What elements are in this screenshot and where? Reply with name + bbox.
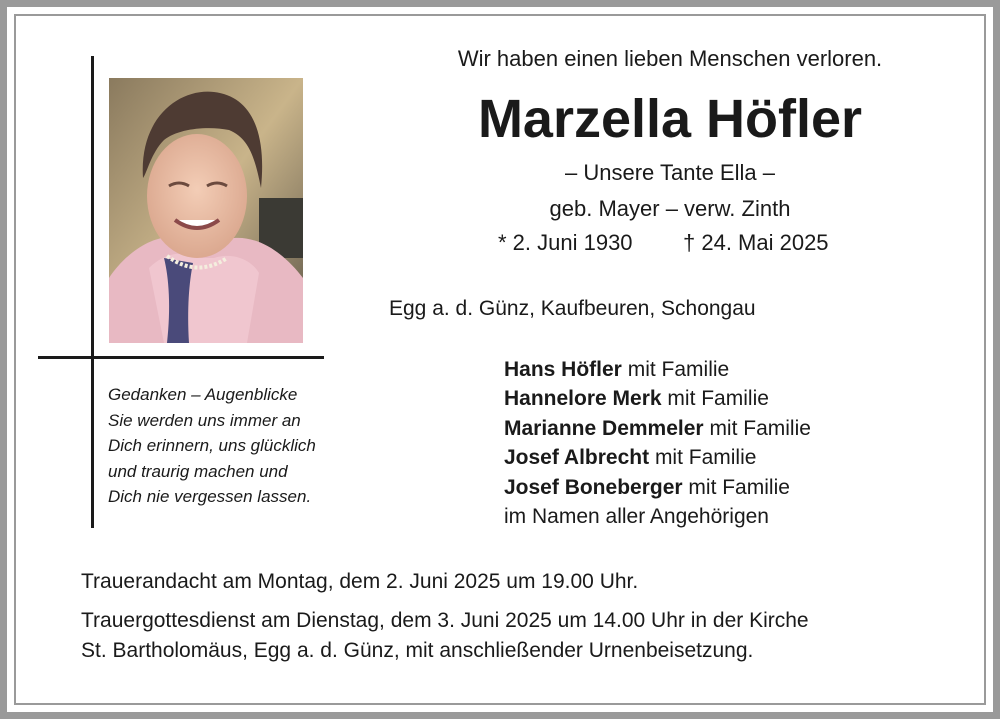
service-line: Trauerandacht am Montag, dem 2. Juni 2025 um 19.00 Uhr.	[81, 570, 639, 593]
mourner-name: Josef Boneberger	[504, 475, 683, 499]
service-line: Trauergottesdienst am Dienstag, dem 3. Juni 2025 um 14.00 Uhr in der Kirche	[81, 609, 809, 632]
poem-line: Dich erinnern, uns glücklich	[108, 436, 316, 456]
mourners-list	[504, 355, 811, 531]
cross-vertical-bar	[91, 56, 94, 528]
poem-line: Sie werden uns immer an	[108, 410, 301, 430]
mourner-name: Hannelore Merk	[504, 387, 662, 411]
mourner-row	[504, 355, 811, 384]
poem-line: Dich nie vergessen lassen.	[108, 487, 312, 507]
mourner-row	[504, 414, 811, 443]
mourner-suffix: mit Familie	[688, 475, 790, 499]
mourner-suffix: mit Familie	[667, 387, 769, 411]
service-line: St. Bartholomäus, Egg a. d. Günz, mit anschließender Urnenbeisetzung.	[81, 639, 754, 662]
poem-line: Gedanken – Augenblicke	[108, 385, 298, 404]
mourner-name: Hans Höfler	[504, 358, 622, 381]
mourner-suffix: mit Familie	[654, 446, 757, 470]
nickname: – Unsere Tante Ella –	[565, 160, 775, 185]
mourner-name: Marianne Demmeler	[504, 416, 704, 440]
birth-date: * 2. Juni 1930	[498, 230, 633, 255]
mourner-row	[504, 443, 811, 472]
places: Egg a. d. Günz, Kaufbeuren, Schongau	[389, 297, 756, 320]
mourner-suffix: mit Familie	[709, 416, 811, 440]
mourners-closing: im Namen aller Angehörigen	[504, 505, 769, 529]
cross-horizontal-bar	[38, 356, 324, 359]
mourner-row	[504, 473, 811, 502]
mourner-name: Josef Albrecht	[504, 446, 650, 470]
deceased-name: Marzella Höfler	[477, 89, 863, 149]
mourner-suffix: mit Familie	[627, 358, 730, 381]
death-date: † 24. Mai 2025	[683, 230, 829, 255]
birth-names: geb. Mayer – verw. Zinth	[549, 196, 791, 221]
portrait-photo	[109, 78, 303, 343]
mourner-row	[504, 384, 811, 413]
poem-line: und traurig machen und	[108, 461, 288, 481]
poem	[108, 382, 316, 510]
intro-line: Wir haben einen lieben Menschen verloren.	[457, 46, 883, 71]
